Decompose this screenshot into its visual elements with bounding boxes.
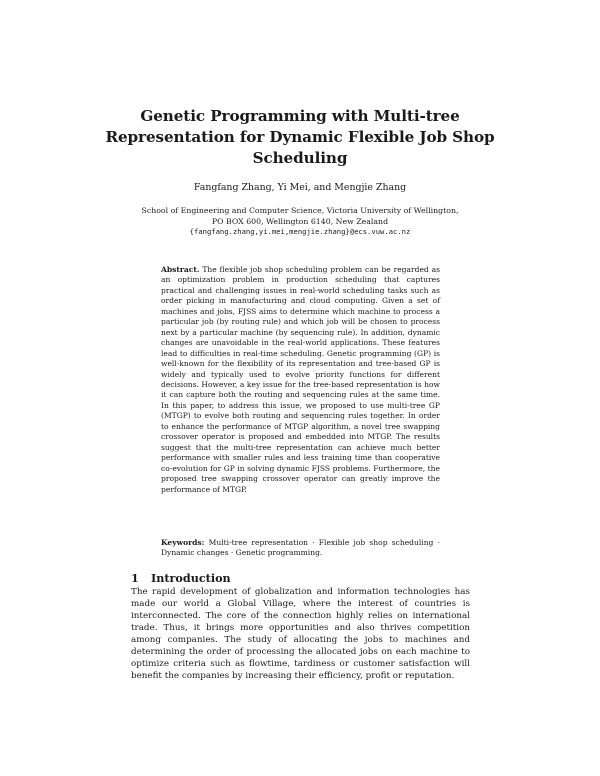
author-list: Fangfang Zhang, Yi Mei, and Mengjie Zhang xyxy=(193,182,407,193)
section-number: 1 xyxy=(131,571,139,585)
abstract xyxy=(161,265,440,495)
keywords-label: Keywords: xyxy=(161,538,205,547)
affiliation-line-2: PO BOX 600, Wellington 6140, New Zealand xyxy=(211,216,389,226)
keywords-text: Multi-tree representation · Flexible job shop scheduling · Dynamic changes · Genetic programming. xyxy=(161,538,440,558)
affiliation-line-1: School of Engineering and Computer Science, Victoria University of Wellington, xyxy=(141,206,459,215)
introduction-paragraph: The rapid development of globalization and information technologies has made our world a Global Village, where the interest of countries is interconnected. The core of the connection highly relies on international trade. Thus, it brings more opportunities and also thrives competition among companies. The study of allocating the jobs to machines and determining the order of processing the allocated jobs on each machine to optimize criteria such as flowtime, tardiness or customer satisfaction will benefit the companies by increasing their efficiency, profit or reputation. xyxy=(131,587,470,682)
abstract-text: The flexible job shop scheduling problem can be regarded as an optimization problem in production scheduling that captures practical and challenging issues in real-world scheduling tasks such as order picking in manufacturing and cloud computing. Given a set of machines and jobs, FJSS aims to determine which machine to process a particular job (by routing rule) and which job will be chosen to process next by a particular machine (by sequencing rule). In addition, dynamic changes are unavoidable in the real-world applications. These features lead to difficulties in real-time scheduling. Genetic programming (GP) is well-known for the flexibility of its representation and tree-based GP is widely and typically used to evolve priority functions for different decisions. However, a key issue for the tree-based representation is how it can capture both the routing and sequencing rules at the same time. In this paper, to address this issue, we proposed to use multi-tree GP (MTGP) to evolve both routing and sequencing rules together. In order to enhance the performance of MTGP algorithm, a novel tree swapping crossover operator is proposed and embedded into MTGP. The results suggest that the multi-tree representation can achieve much better performance with smaller rules and less training time than cooperative co-evolution for GP in solving dynamic FJSS problems. Furthermore, the proposed tree swapping crossover operator can greatly improve the performance of MTGP. xyxy=(161,265,440,494)
abstract-label: Abstract. xyxy=(161,265,200,274)
section-heading-introduction xyxy=(131,571,471,585)
affiliation-block xyxy=(100,206,500,238)
paper-title: Genetic Programming with Multi-tree Representation for Dynamic Flexible Job Shop Scheduling xyxy=(105,107,495,167)
section-title: Introduction xyxy=(151,571,231,585)
keywords xyxy=(161,538,440,559)
author-email: {fangfang.zhang,yi.mei,mengjie.zhang}@ecs.vuw.ac.nz xyxy=(189,227,411,237)
